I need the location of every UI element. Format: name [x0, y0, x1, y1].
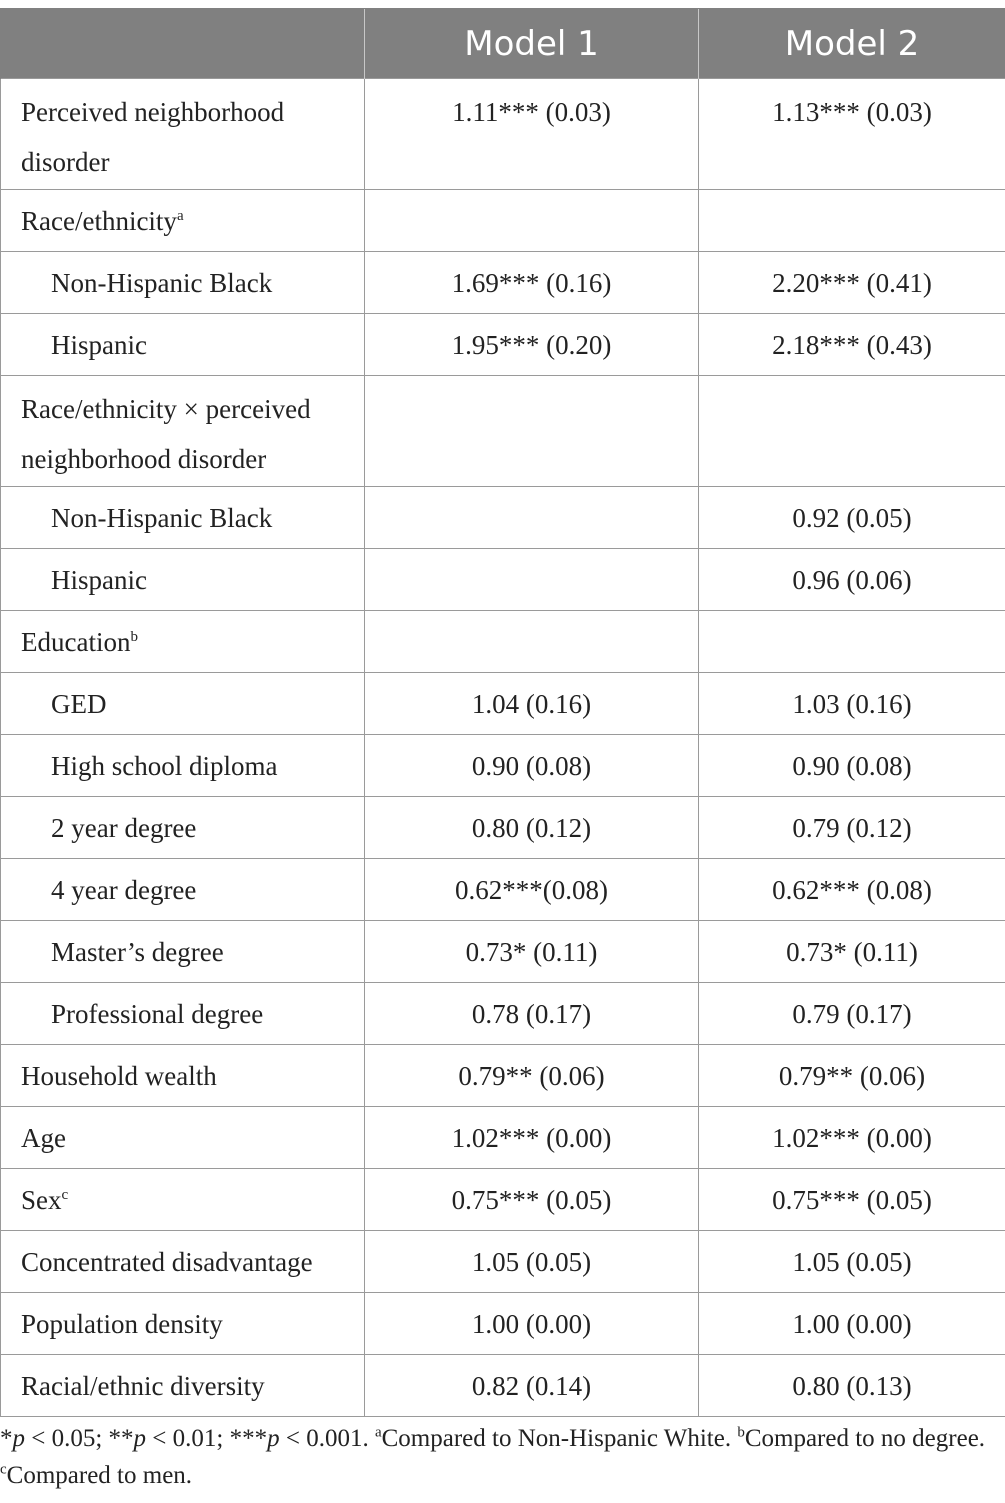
table-header-row	[1, 9, 1005, 79]
model-2-value: 0.90 (0.08)	[699, 735, 1005, 797]
row-label: GED	[1, 673, 365, 735]
table-row	[1, 314, 1005, 376]
table-row	[1, 797, 1005, 859]
table-row	[1, 1355, 1005, 1417]
row-label: Household wealth	[1, 1045, 365, 1107]
header-model-1: Model 1	[365, 9, 699, 79]
footnote-marker: b	[130, 629, 138, 645]
row-label: Master’s degree	[1, 921, 365, 983]
row-label-text: Education	[21, 627, 131, 657]
row-label: Racial/ethnic diversity	[1, 1355, 365, 1417]
model-1-value: 0.75*** (0.05)	[365, 1169, 699, 1231]
model-2-value: 2.20*** (0.41)	[699, 252, 1005, 314]
model-1-value	[365, 376, 699, 487]
model-2-value: 0.62*** (0.08)	[699, 859, 1005, 921]
row-label	[1, 611, 365, 673]
table-row	[1, 921, 1005, 983]
row-label	[1, 190, 365, 252]
model-2-value: 1.00 (0.00)	[699, 1293, 1005, 1355]
model-2-value: 0.79 (0.17)	[699, 983, 1005, 1045]
model-1-value	[365, 611, 699, 673]
model-1-value	[365, 487, 699, 549]
row-label: Population density	[1, 1293, 365, 1355]
row-label: Professional degree	[1, 983, 365, 1045]
model-1-value	[365, 190, 699, 252]
row-label-text: Sex	[21, 1185, 62, 1215]
footnote-p: p	[12, 1425, 25, 1452]
footnote-marker: a	[176, 208, 184, 224]
footnote-p: p	[133, 1425, 147, 1452]
row-label: Hispanic	[1, 314, 365, 376]
model-2-value: 1.13*** (0.03)	[699, 79, 1005, 190]
row-label: Concentrated disadvantage	[1, 1231, 365, 1293]
footnote-marker: c	[61, 1187, 69, 1203]
row-label: Perceived neighborhood disorder	[1, 79, 365, 190]
row-label: Non-Hispanic Black	[1, 252, 365, 314]
model-2-value: 2.18*** (0.43)	[699, 314, 1005, 376]
model-2-value: 0.79 (0.12)	[699, 797, 1005, 859]
regression-table-container	[0, 8, 1005, 1417]
model-1-value: 1.04 (0.16)	[365, 673, 699, 735]
table-row	[1, 673, 1005, 735]
model-2-value: 0.75*** (0.05)	[699, 1169, 1005, 1231]
footnote-marker: b	[737, 1424, 745, 1441]
row-label: Age	[1, 1107, 365, 1169]
footnote-star: *	[0, 1425, 13, 1452]
model-2-value: 1.02*** (0.00)	[699, 1107, 1005, 1169]
row-label: 4 year degree	[1, 859, 365, 921]
model-2-value: 0.73* (0.11)	[699, 921, 1005, 983]
model-2-value	[699, 190, 1005, 252]
footnote-marker: c	[0, 1461, 7, 1478]
footnote-text: Compared to no degree.	[744, 1425, 986, 1452]
model-1-value: 1.05 (0.05)	[365, 1231, 699, 1293]
table-row	[1, 190, 1005, 252]
model-1-value: 0.62***(0.08)	[365, 859, 699, 921]
table-row	[1, 859, 1005, 921]
footnote-text: < 0.05; **	[25, 1425, 134, 1452]
table-row	[1, 1293, 1005, 1355]
header-model-2: Model 2	[699, 9, 1005, 79]
model-2-value	[699, 611, 1005, 673]
model-1-value: 1.02*** (0.00)	[365, 1107, 699, 1169]
table-row	[1, 1045, 1005, 1107]
model-2-value: 1.05 (0.05)	[699, 1231, 1005, 1293]
model-2-value: 0.79** (0.06)	[699, 1045, 1005, 1107]
table-row	[1, 735, 1005, 797]
regression-table	[0, 8, 1005, 1417]
footnote-p: p	[267, 1425, 280, 1452]
row-label: 2 year degree	[1, 797, 365, 859]
model-2-value: 0.80 (0.13)	[699, 1355, 1005, 1417]
table-row	[1, 1231, 1005, 1293]
row-label	[1, 1169, 365, 1231]
model-2-value: 0.92 (0.05)	[699, 487, 1005, 549]
model-1-value: 0.73* (0.11)	[365, 921, 699, 983]
footnote-marker: a	[374, 1424, 382, 1441]
footnote-text: Compared to men.	[6, 1462, 193, 1489]
model-1-value: 0.80 (0.12)	[365, 797, 699, 859]
table-row	[1, 487, 1005, 549]
footnote-text: < 0.01; ***	[146, 1425, 268, 1452]
model-1-value: 0.78 (0.17)	[365, 983, 699, 1045]
model-1-value: 1.69*** (0.16)	[365, 252, 699, 314]
row-label: Non-Hispanic Black	[1, 487, 365, 549]
row-label-text: Race/ethnicity	[21, 206, 177, 236]
model-2-value: 0.96 (0.06)	[699, 549, 1005, 611]
model-1-value: 1.95*** (0.20)	[365, 314, 699, 376]
row-label: Race/ethnicity × perceived neighborhood disorder	[1, 376, 365, 487]
model-1-value: 0.79** (0.06)	[365, 1045, 699, 1107]
table-footnote	[0, 1420, 1000, 1494]
footnote-text: Compared to Non-Hispanic White.	[381, 1425, 738, 1452]
table-row	[1, 983, 1005, 1045]
model-2-value	[699, 376, 1005, 487]
model-1-value: 1.00 (0.00)	[365, 1293, 699, 1355]
model-1-value: 0.82 (0.14)	[365, 1355, 699, 1417]
table-row	[1, 252, 1005, 314]
model-1-value: 0.90 (0.08)	[365, 735, 699, 797]
model-1-value	[365, 549, 699, 611]
table-row	[1, 611, 1005, 673]
table-row	[1, 1107, 1005, 1169]
model-1-value: 1.11*** (0.03)	[365, 79, 699, 190]
header-empty	[1, 9, 365, 79]
footnote-text: < 0.001.	[279, 1425, 375, 1452]
row-label: High school diploma	[1, 735, 365, 797]
table-row	[1, 1169, 1005, 1231]
model-2-value: 1.03 (0.16)	[699, 673, 1005, 735]
table-row	[1, 79, 1005, 190]
row-label: Hispanic	[1, 549, 365, 611]
table-row	[1, 376, 1005, 487]
table-row	[1, 549, 1005, 611]
